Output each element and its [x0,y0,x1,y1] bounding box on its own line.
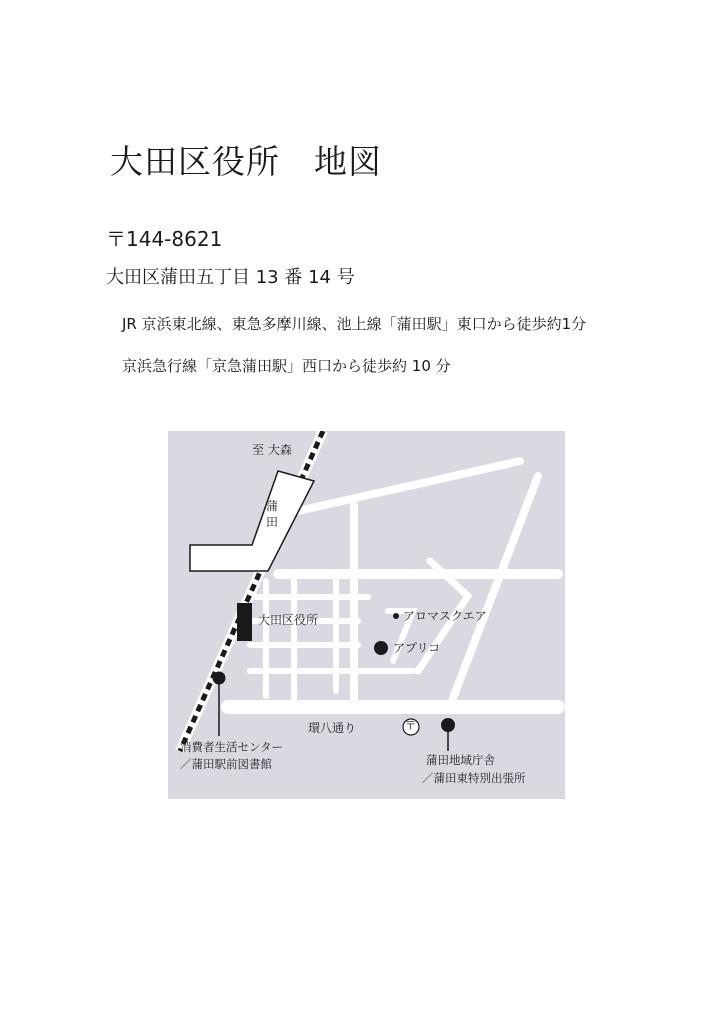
road-kanpachi-label: 環八通り [308,721,357,735]
direction-label: 至 大森 [252,443,292,457]
postal-code: 〒144-8621 [106,227,223,251]
kamata-office-label-2: ／蒲田東特別出張所 [422,771,526,785]
aprico-label: アプリコ [393,641,441,655]
city-hall-label: 大田区役所 [258,613,319,627]
kamata-station-building [190,471,314,571]
page-title: 大田区役所 地図 [110,142,382,181]
consumer-center-label-1: 消費者生活センター [180,740,284,754]
address: 大田区蒲田五丁目 13 番 14 号 [106,267,355,288]
station-name-label: 蒲田 [266,499,279,529]
post-office-symbol: 〒 [405,719,416,732]
aroma-square-label: アロマスクエア [403,609,487,623]
aprico-marker [374,641,388,655]
access-jr: JR 京浜東北線、東急多摩川線、池上線「蒲田駅」東口から徒歩約1分 [122,315,587,333]
access-keikyu: 京浜急行線「京急蒲田駅」西口から徒歩約 10 分 [122,357,451,375]
aroma-square-marker [393,613,399,619]
kamata-office-label-1: 蒲田地域庁舎 [426,753,495,767]
city-hall-block [237,603,252,641]
consumer-center-label-2: ／蒲田駅前図書館 [180,757,272,771]
area-map [168,431,565,799]
road-upper-diagonal [298,461,520,511]
